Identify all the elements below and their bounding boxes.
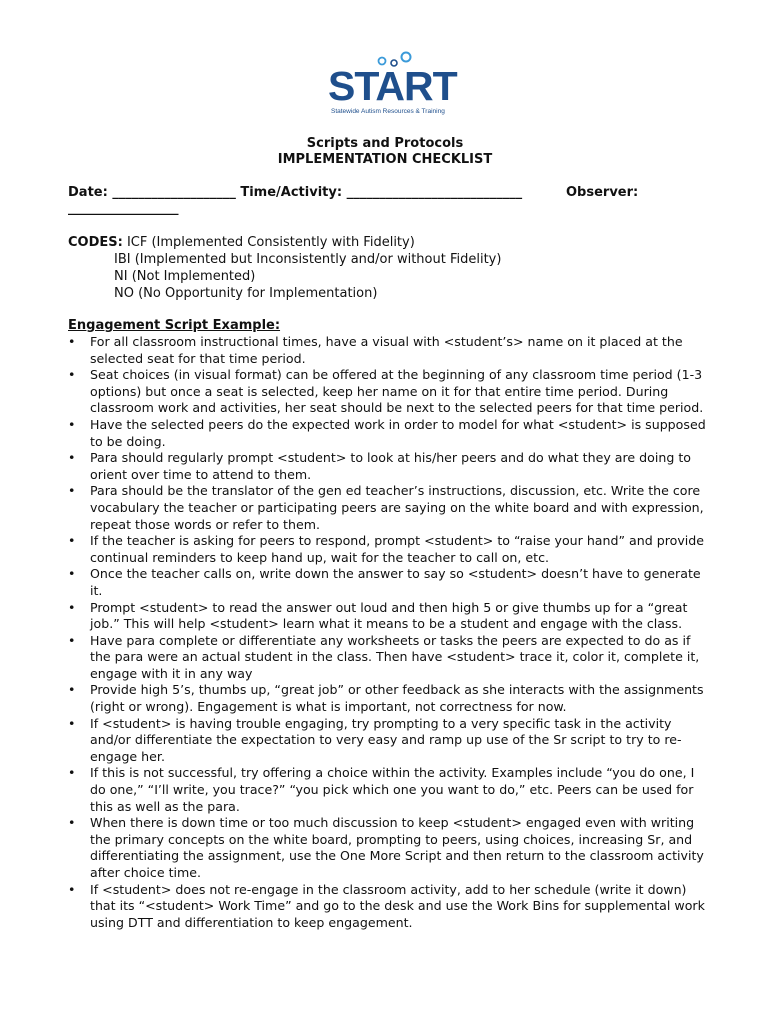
document-title: Scripts and Protocols (306, 136, 464, 151)
time-activity-blank: ___________________________ (346, 185, 523, 200)
logo-tagline: Statewide Autism Resources & Training (331, 108, 445, 115)
codes-label: CODES: (68, 235, 123, 250)
logo-wordmark: START (328, 63, 457, 109)
list-item: • Prompt <student> to read the answer out loud and then high 5 or give thumbs up for a “great job.” This will help <student> learn what it means to be a student and engage with the class. (68, 600, 708, 633)
list-item: • If this is not successful, try offering a choice within the activity. Examples include “you do one, I do one,” “I’ll write, you trace?” “you pick which one you want to do,” etc. Peers can be used for this as well as the para. (68, 765, 708, 815)
list-item: • Have the selected peers do the expected work in order to model for what <student> is supposed to be doing. (68, 417, 708, 450)
code-item: NO (No Opportunity for Implementation) (114, 286, 378, 301)
list-item: • Have para complete or differentiate any worksheets or tasks the peers are expected to do as if the para were an actual student in the class. Then have <student> trace it, color it, complete it, engage with it in any way (68, 633, 708, 683)
header-fields-row (68, 185, 522, 200)
code-item: NI (Not Implemented) (114, 269, 256, 284)
list-item: • When there is down time or too much discussion to keep <student> engaged even with writing the primary concepts on the white board, prompting to peers, using choices, increasing Sr, and differentiating the assignment, use the One More Script and then return to the classroom activity after choice time. (68, 815, 708, 881)
list-item: • For all classroom instructional times, have a visual with <student’s> name on it placed at the selected seat for that time period. (68, 334, 708, 367)
time-activity-label: Time/Activity: (240, 185, 343, 200)
code-item: IBI (Implemented but Inconsistently and/or without Fidelity) (114, 252, 502, 267)
codes-block (68, 234, 501, 302)
document-subtitle: IMPLEMENTATION CHECKLIST (277, 152, 493, 167)
observer-blank: _________________ (68, 201, 179, 216)
list-item: • If <student> is having trouble engaging, try prompting to a very specific task in the activity and/or differentiate the expectation to very easy and ramp up use of the Sr script to try to re-engage her. (68, 716, 708, 766)
observer-label: Observer: (566, 185, 639, 200)
date-label: Date: (68, 185, 108, 200)
list-item: • Para should be the translator of the gen ed teacher’s instructions, discussion, etc. Write the core vocabulary the teacher or participating peers are saying on the white board and with expression, repeat those words or refer to them. (68, 483, 708, 533)
list-item: • Seat choices (in visual format) can be offered at the beginning of any classroom time period (1-3 options) but once a seat is selected, keep her name on it for that entire time period. During classroom work and activities, her seat should be next to the selected peers for that time period. (68, 367, 708, 417)
section-heading: Engagement Script Example: (68, 318, 281, 333)
start-logo (328, 50, 457, 120)
code-item: ICF (Implemented Consistently with Fidelity) (126, 235, 415, 250)
list-item: • Provide high 5’s, thumbs up, “great job” or other feedback as she interacts with the assignments (right or wrong). Engagement is what is important, not correctness for now. (68, 682, 708, 715)
engagement-bullet-list (68, 334, 708, 931)
list-item: • If <student> does not re-engage in the classroom activity, add to her schedule (write it down) that its “<student> Work Time” and go to the desk and use the Work Bins for supplemental work using DTT and differentiation to keep engagement. (68, 882, 708, 932)
list-item: • If the teacher is asking for peers to respond, prompt <student> to “raise your hand” and provide continual reminders to keep hand up, wait for the teacher to call on, etc. (68, 533, 708, 566)
date-blank: ___________________ (112, 185, 236, 200)
list-item: • Once the teacher calls on, write down the answer to say so <student> doesn’t have to generate it. (68, 566, 708, 599)
list-item: • Para should regularly prompt <student> to look at his/her peers and do what they are doing to orient over time to attend to them. (68, 450, 708, 483)
